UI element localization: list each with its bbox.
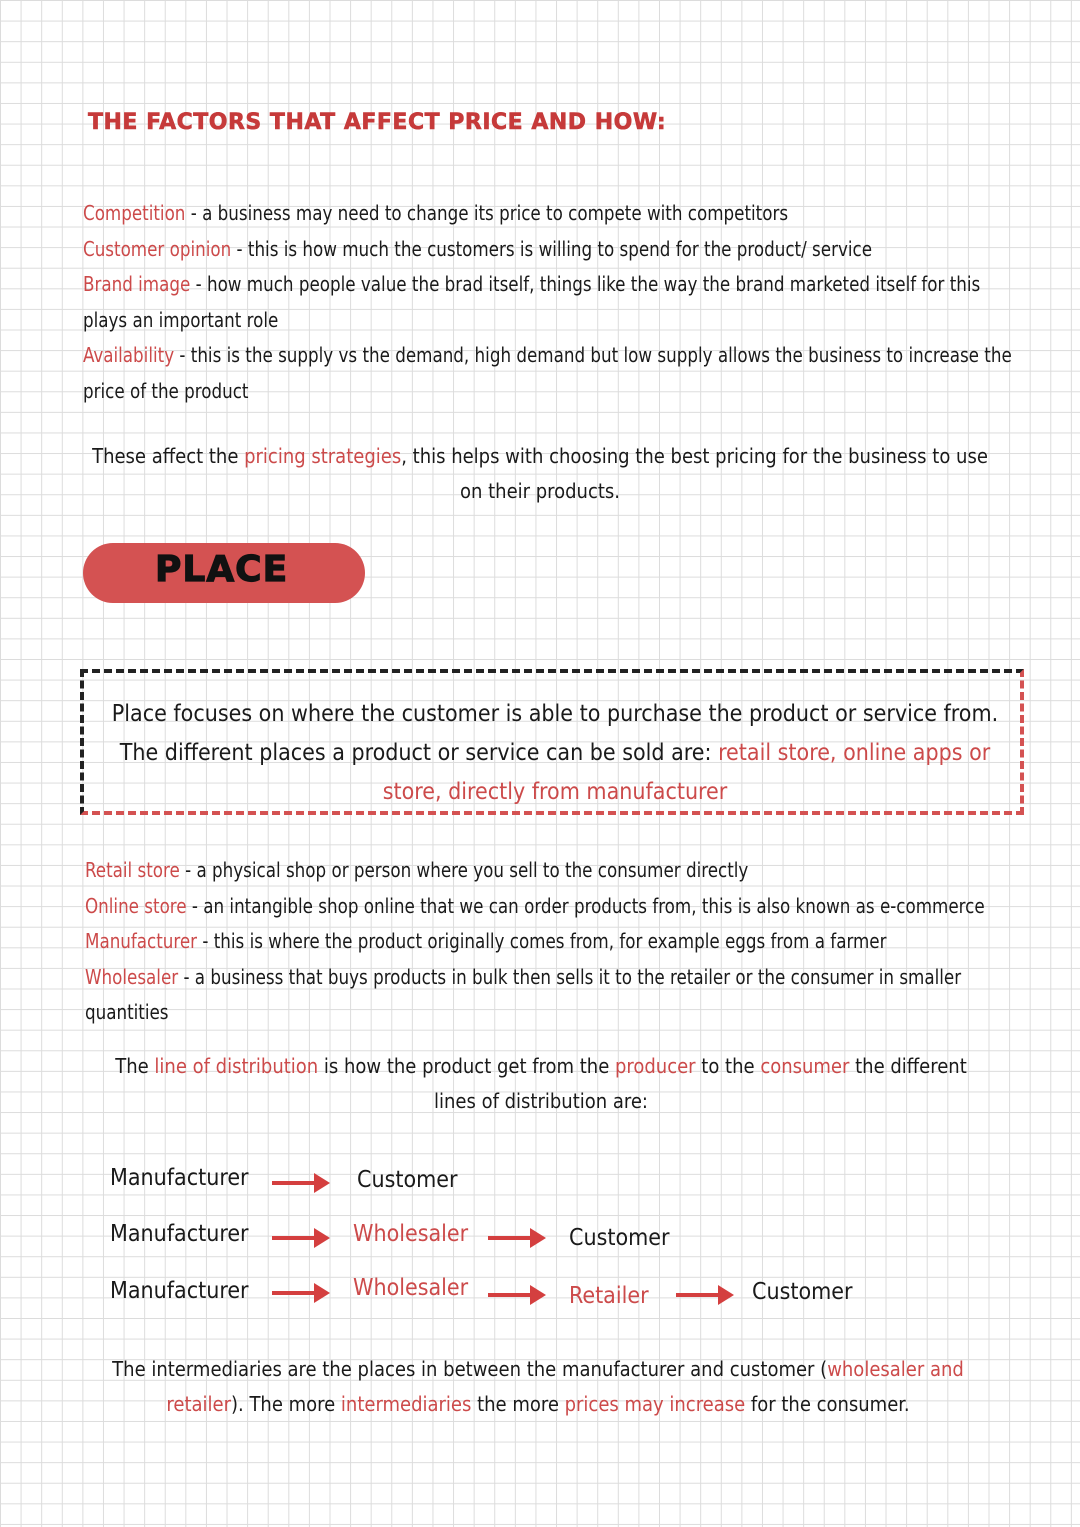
flow3-retailer: Retailer [569,1283,649,1309]
place-definition-text [90,695,1020,812]
factor-desc: plays an important role [83,307,279,332]
factor-competition [83,196,934,232]
note-text: the more [471,1392,565,1416]
note-text: The intermediaries are the places in between the manufacturer and customer ( [112,1357,828,1381]
factor-term: Availability [83,343,175,367]
arrow-icon [488,1285,546,1305]
intermediaries-highlight: intermediaries [340,1392,472,1416]
def-desc: - an intangible shop online that we can order products from, this is also known as e-commerce [186,893,985,918]
producer-highlight: producer [615,1054,696,1078]
note-text: is how the product get from the [318,1054,615,1078]
place-section-pill [83,543,365,603]
flow2-manufacturer: Manufacturer [110,1221,249,1247]
factor-desc: - this is how much the customers is willing to spend for the product/ service [231,236,873,261]
factor-desc: - a business may need to change its price to compete with competitors [185,201,789,225]
price-factors-list [83,196,1012,409]
pricing-strategies-highlight: pricing strategies [244,444,402,468]
def-manufacturer [85,924,922,960]
consumer-highlight: consumer [760,1054,850,1078]
place-definitions-list [85,853,985,1031]
def-term: Retail store [85,858,180,882]
factor-term: Competition [83,201,186,225]
note-text: to the [695,1054,761,1078]
factor-customer-opinion [83,232,934,268]
def-desc: quantities [85,1000,169,1024]
def-term: Wholesaler [85,964,179,989]
def-term: Manufacturer [85,929,198,953]
arrow-icon [272,1228,330,1248]
note-text: the different lines of distribution are: [434,1054,967,1113]
factor-desc: - how much people value the brad itself, things like the way the brand marketed itself for this [190,272,981,296]
flow3-customer: Customer [752,1279,853,1305]
flow2-customer: Customer [569,1225,670,1251]
arrow-icon [272,1173,330,1193]
line-of-distribution-highlight: line of distribution [154,1054,319,1078]
prices-increase-highlight: prices may increase [564,1392,746,1416]
flow3-manufacturer: Manufacturer [110,1278,249,1304]
def-term: Online store [85,893,187,918]
def-wholesaler [85,960,962,996]
factor-term: Brand image [83,272,191,296]
factor-desc: - this is the supply vs the demand, high demand but low supply allows the business to increase the [174,343,1012,367]
note-text: These affect the [92,444,245,468]
place-definition-box [80,669,1024,815]
factor-availability [83,338,1012,374]
place-section-title: PLACE [155,549,289,590]
note-text: ). The more [231,1392,341,1416]
arrow-icon [676,1285,734,1305]
box-text: Place focuses on where the customer is able to purchase the product or service from. The different places a product or service can be sold are: [111,701,999,766]
place-options-highlight: retail store, online apps or store, directly from manufacturer [382,740,991,805]
flow3-wholesaler: Wholesaler [353,1275,469,1301]
price-factors-heading: THE FACTORS THAT AFFECT PRICE AND HOW: [88,110,667,135]
pricing-strategies-note [90,439,990,509]
note-text: , this helps with choosing the best pricing for the business to use on their products. [401,444,988,503]
factor-brand-image [83,267,981,303]
def-desc: - this is where the product originally comes from, for example eggs from a farmer [197,929,887,953]
factor-availability-cont [83,374,934,410]
def-desc: - a business that buys products in bulk then sells it to the retailer or the consumer in smaller [178,964,962,989]
factor-term: Customer opinion [83,236,232,261]
note-text: The [115,1054,155,1078]
def-online-store [85,889,985,925]
wholesaler-retailer-highlight: wholesaler and retailer [166,1357,964,1416]
def-retail-store [85,853,922,889]
note-text: for the consumer. [745,1392,910,1416]
def-desc: - a physical shop or person where you sell to the consumer directly [179,858,749,882]
factor-desc: price of the product [83,378,249,403]
line-of-distribution-note [108,1049,974,1119]
arrow-icon [272,1283,330,1303]
factor-brand-image-cont [83,303,934,339]
flow1-manufacturer: Manufacturer [110,1165,249,1191]
arrow-icon [488,1228,546,1248]
intermediaries-note [88,1352,988,1422]
def-wholesaler-cont [85,995,922,1031]
flow2-wholesaler: Wholesaler [353,1221,469,1247]
flow1-customer: Customer [357,1167,458,1193]
